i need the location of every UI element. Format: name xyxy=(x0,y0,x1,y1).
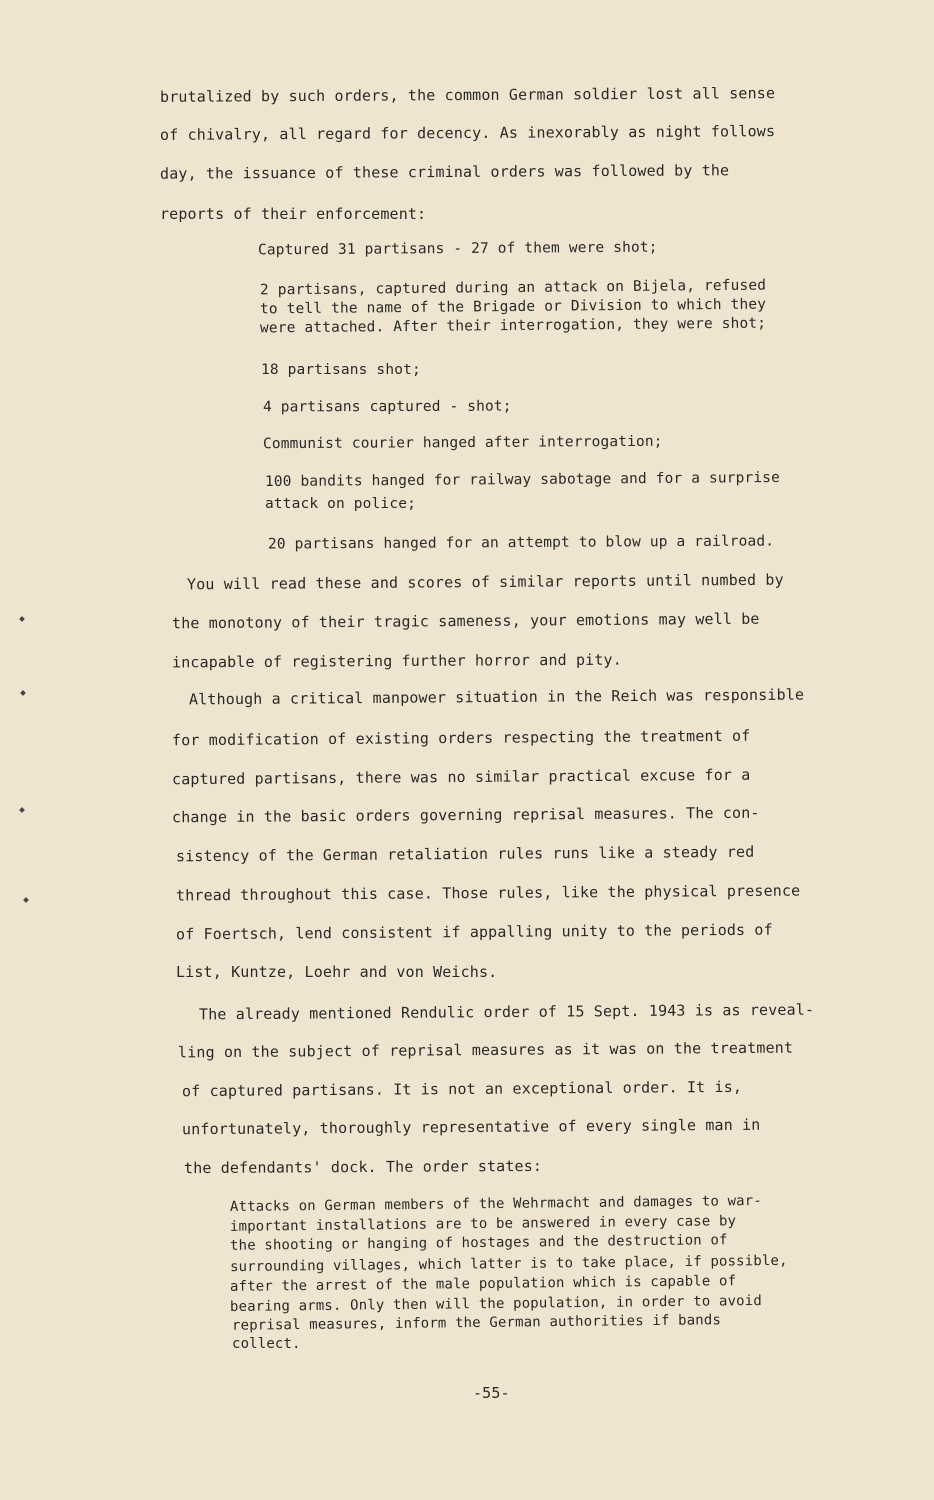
quoted-order-line: bearing arms. Only then will the population, in order to avoid xyxy=(229,1292,762,1316)
body-line: Although a critical manpower situation in the Reich was responsible xyxy=(188,685,805,709)
report-item: attack on police; xyxy=(265,496,416,512)
report-item: Captured 31 partisans - 27 of them were shot; xyxy=(257,239,658,259)
margin-mark xyxy=(19,807,25,813)
body-line: brutalized by such orders, the common German soldier lost all sense xyxy=(159,84,776,106)
body-line: the defendants' dock. The order states: xyxy=(183,1156,543,1178)
body-line: unfortunately, thoroughly representative of every single man in xyxy=(181,1115,761,1139)
quoted-order-line: reprisal measures, inform the German authorities if bands xyxy=(231,1312,722,1334)
body-line: You will read these and scores of similar reports until numbed by xyxy=(186,570,784,594)
quoted-order-line: the shooting or hanging of hostages and the destruction of xyxy=(229,1232,728,1254)
body-line: change in the basic orders governing reprisal measures. The con- xyxy=(171,803,760,827)
body-line: of Foertsch, lend consistent if appalling unity to the periods of xyxy=(175,920,773,944)
report-item: 4 partisans captured - shot; xyxy=(262,398,512,416)
body-line: List, Kuntze, Loehr and von Weichs. xyxy=(176,963,498,981)
page-number: -55- xyxy=(473,1384,510,1402)
body-line: the monotony of their tragic sameness, your emotions may well be xyxy=(171,609,760,633)
body-line: The already mentioned Rendulic order of 15 Sept. 1943 is as reveal- xyxy=(198,1000,815,1024)
quoted-order-line: after the arrest of the male population which is capable of xyxy=(229,1273,737,1295)
report-item: 18 partisans shot; xyxy=(261,362,421,378)
report-item: 100 bandits hanged for railway sabotage and for a surprise xyxy=(264,469,781,491)
report-item: 2 partisans, captured during an attack on Bijela, refused xyxy=(259,277,767,299)
body-line: of chivalry, all regard for decency. As inexorably as night follows xyxy=(159,122,776,144)
quoted-order-line: surrounding villages, which latter is to take place, if possible, xyxy=(229,1252,788,1276)
body-line: incapable of registering further horror and pity. xyxy=(171,650,622,672)
margin-mark xyxy=(23,897,29,903)
body-line: thread throughout this case. Those rules, like the physical presence xyxy=(175,881,801,905)
body-line: ling on the subject of reprisal measures as it was on the treatment xyxy=(177,1038,794,1062)
quoted-order-line: collect. xyxy=(232,1336,301,1352)
body-line: reports of their enforcement: xyxy=(160,205,427,223)
body-line: captured partisans, there was no similar practical excuse for a xyxy=(171,765,751,789)
report-item: were attached. After their interrogation, they were shot; xyxy=(259,315,767,337)
margin-mark xyxy=(20,690,26,696)
margin-mark xyxy=(19,616,25,622)
body-line: day, the issuance of these criminal orders was followed by the xyxy=(159,161,730,183)
body-line: sistency of the German retaliation rules runs like a steady red xyxy=(175,842,755,866)
body-line: of captured partisans. It is not an exceptional order. It is, xyxy=(181,1077,743,1101)
report-item: to tell the name of the Brigade or Division to which they xyxy=(259,296,767,318)
report-item: 20 partisans hanged for an attempt to blow up a railroad. xyxy=(267,533,775,553)
body-line: for modification of existing orders respecting the treatment of xyxy=(171,726,751,750)
report-item: Communist courier hanged after interrogation; xyxy=(262,433,663,453)
quoted-order-line: important installations are to be answered in every case by xyxy=(229,1213,737,1235)
quoted-order-line: Attacks on German members of the Wehrmacht and damages to war- xyxy=(229,1192,762,1216)
